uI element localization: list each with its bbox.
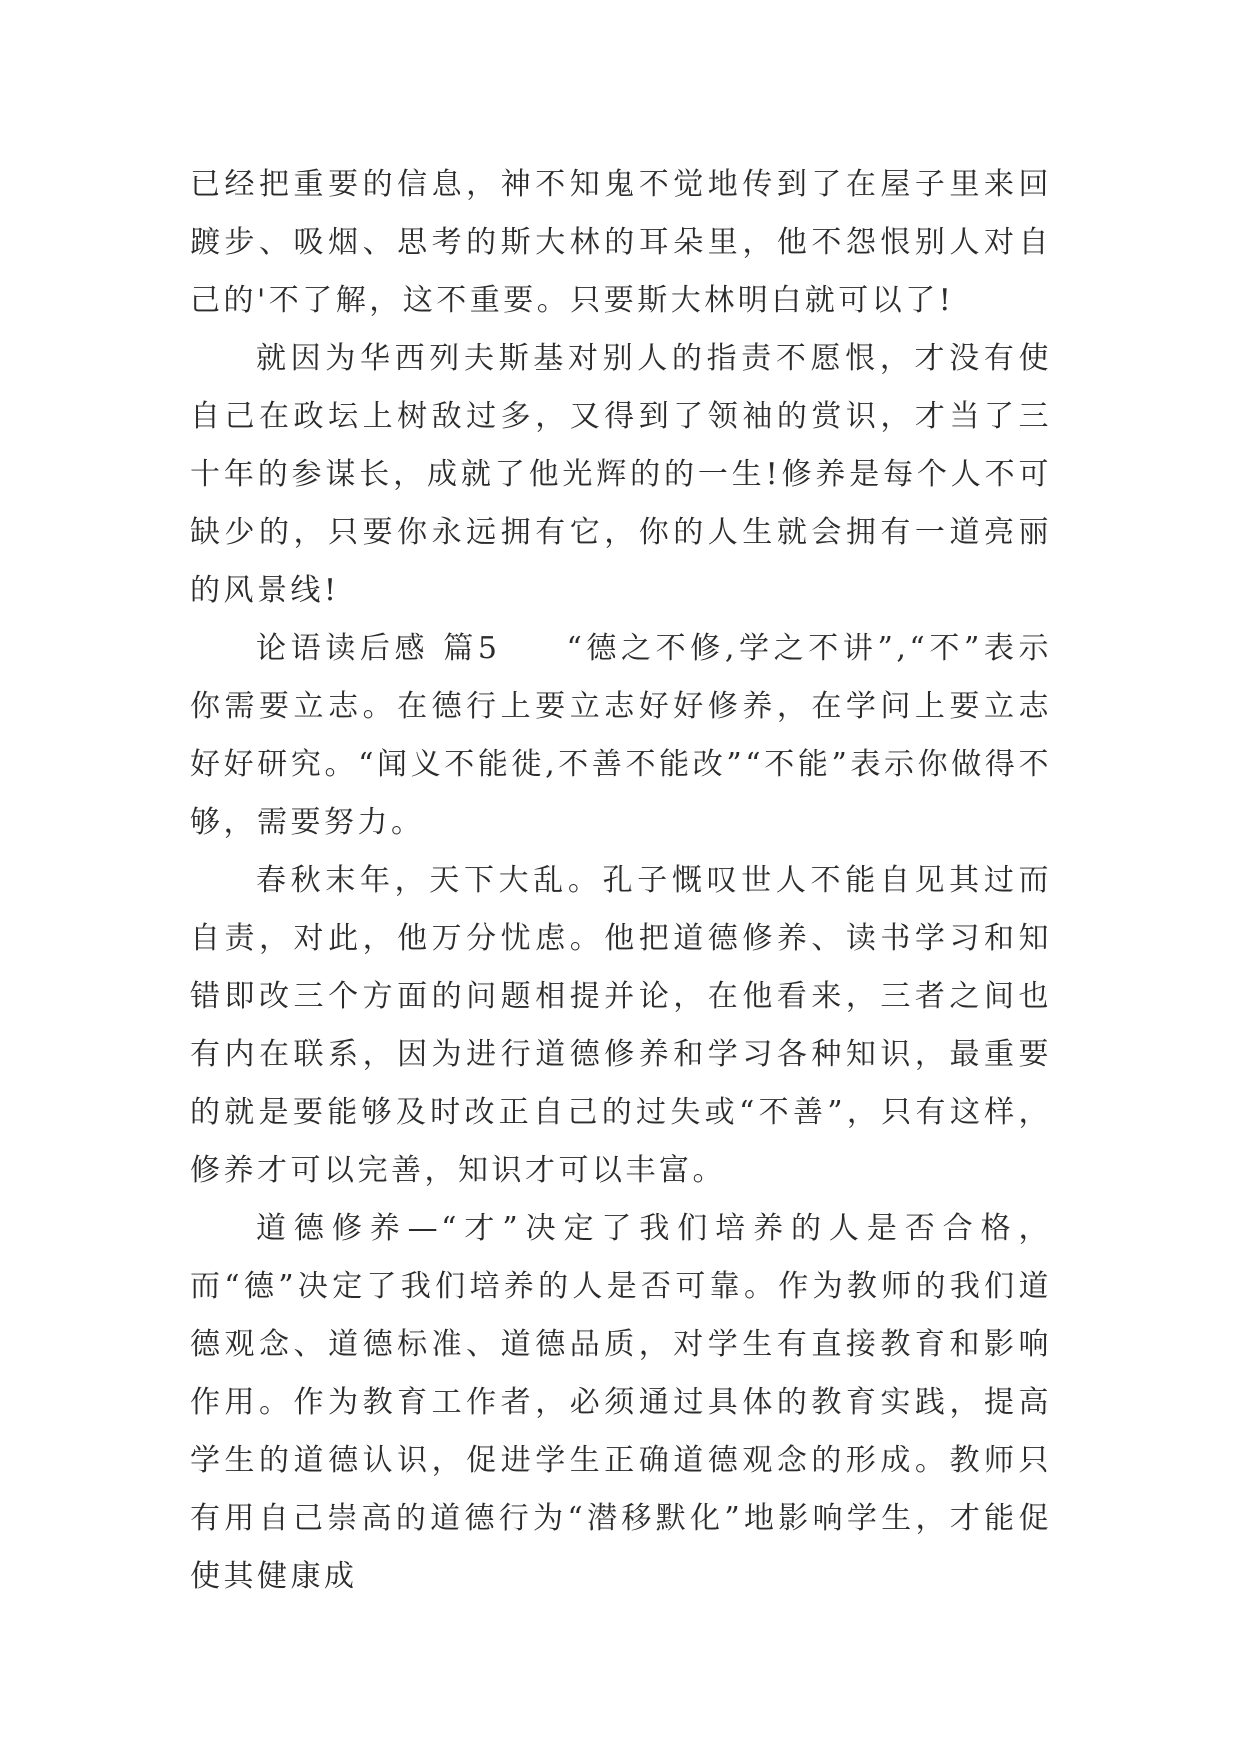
section-5-text: “德之不修,学之不讲”,“不”表示你需要立志。在德行上要立志好好修养，在学问上要立志好好研究。“闻义不能徙,不善不能改”“不能”表示你做得不够，需要努力。 bbox=[190, 631, 1053, 840]
section-heading: 论语读后感 篇5 bbox=[256, 631, 501, 666]
paragraph-section-5 bbox=[190, 620, 1052, 852]
document-body bbox=[190, 156, 1052, 1606]
paragraph-moral-cultivation: 道德修养—“才”决定了我们培养的人是否合格，而“德”决定了我们培养的人是否可靠。作为教师的我们道德观念、道德标准、道德品质，对学生有直接教育和影响作用。作为教育工作者，必须通过具体的教育实践，提高学生的道德认识，促进学生正确道德观念的形成。教师只有用自己崇高的道德行为“潜移默化”地影响学生，才能促使其健康成 bbox=[190, 1211, 1052, 1594]
paragraph-vasilevsky: 就因为华西列夫斯基对别人的指责不愿恨，才没有使自己在政坛上树敌过多，又得到了领袖的赏识，才当了三十年的参谋长，成就了他光辉的的一生!修养是每个人不可缺少的，只要你永远拥有它，你的人生就会拥有一道亮丽的风景线! bbox=[190, 341, 1052, 608]
paragraph-spring-autumn: 春秋末年，天下大乱。孔子慨叹世人不能自见其过而自责，对此，他万分忧虑。他把道德修养、读书学习和知错即改三个方面的问题相提并论，在他看来，三者之间也有内在联系，因为进行道德修养和学习各种知识，最重要的就是要能够及时改正自己的过失或“不善”，只有这样，修养才可以完善，知识才可以丰富。 bbox=[190, 863, 1052, 1188]
paragraph-continued: 已经把重要的信息，神不知鬼不觉地传到了在屋子里来回踱步、吸烟、思考的斯大林的耳朵里，他不怨恨别人对自己的'不了解，这不重要。只要斯大林明白就可以了! bbox=[190, 167, 1052, 318]
